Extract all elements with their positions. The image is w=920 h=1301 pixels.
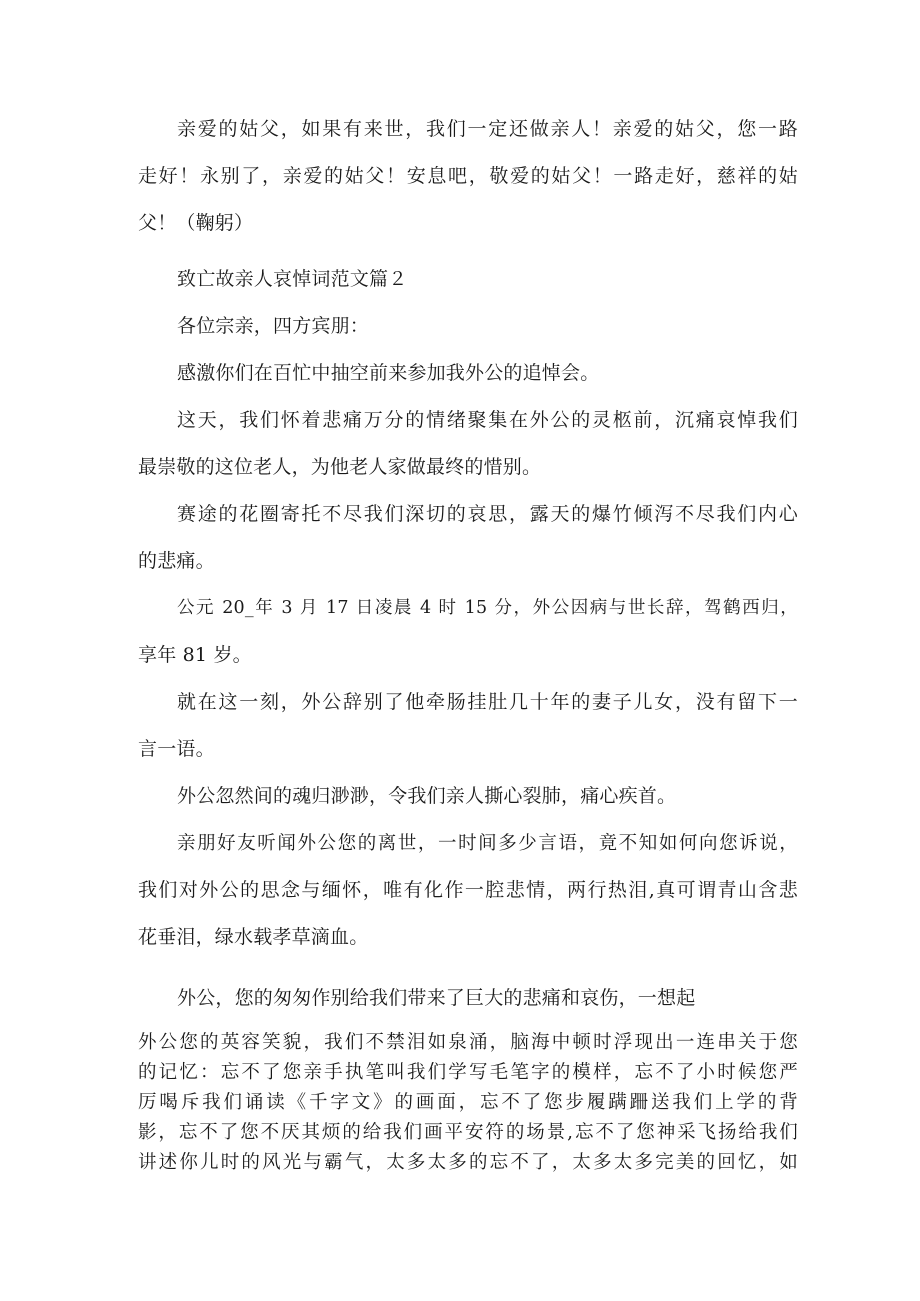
paragraph-salutation <box>138 303 798 350</box>
paragraph-wreaths <box>138 491 798 585</box>
paragraph-farewell-family <box>138 679 798 773</box>
paragraph-farewell-uncle <box>138 106 798 247</box>
text-line: 讲述你儿时的风光与霸气，太多太多的忘不了，太多太多完美的回忆，如 <box>138 1152 798 1173</box>
text-line: 外公您的英容笑貌，我们不禁泪如泉涌，脑海中顿时浮现出一连串关于您 <box>138 1032 798 1053</box>
section-heading <box>138 256 798 303</box>
text-line: 这天，我们怀着悲痛万分的情绪聚集在外公的灵柩前，沉痛哀悼我们 <box>177 409 798 431</box>
text-line: 享年 81 岁。 <box>138 644 252 666</box>
text-line: 致亡故亲人哀悼词范文篇２ <box>177 268 408 290</box>
text-line: 父！（鞠躬） <box>138 212 254 234</box>
paragraph-friends-mourning <box>138 820 798 961</box>
text-line: 就在这一刻，外公辞别了他牵肠挂肚几十年的妻子儿女，没有留下一 <box>177 691 798 713</box>
text-line: 感激你们在百忙中抽空前来参加我外公的追悼会。 <box>177 362 600 384</box>
text-line: 外公忽然间的魂归渺渺，令我们亲人撕心裂肺，痛心疾首。 <box>177 785 677 807</box>
text-line: 亲爱的姑父，如果有来世，我们一定还做亲人！亲爱的姑父，您一路 <box>177 118 798 140</box>
text-line: 的悲痛。 <box>138 550 215 572</box>
paragraph-thanks <box>138 350 798 397</box>
text-line: 走好！永别了，亲爱的姑父！安息吧，敬爱的姑父！一路走好，慈祥的姑 <box>138 165 798 187</box>
text-line: 厉喝斥我们诵读《千字文》的画面，忘不了您步履蹒跚送我们上学的背 <box>138 1092 798 1113</box>
paragraph-gathering <box>138 397 798 491</box>
text-line: 言一语。 <box>138 738 215 760</box>
text-line: 的记忆：忘不了您亲手执笔叫我们学写毛笔字的模样，忘不了小时候您严 <box>138 1062 798 1083</box>
paragraph-date-of-passing <box>138 585 798 679</box>
text-line: 各位宗亲，四方宾朋： <box>177 315 370 337</box>
text-line: 我们对外公的思念与缅怀，唯有化作一腔悲情，两行热泪,真可谓青山含悲 <box>138 879 798 901</box>
paragraph-grief <box>138 773 798 820</box>
text-line: 影，忘不了您不厌其烦的给我们画平安符的场景,忘不了您神采飞扬给我们 <box>138 1122 798 1143</box>
text-line: 公元 20_年 3 月 17 日凌晨 4 时 15 分，外公因病与世长辞，驾鹤西归， <box>177 598 798 618</box>
text-line: 花垂泪，绿水载孝草滴血。 <box>138 926 369 948</box>
text-line: 赛途的花圈寄托不尽我们深切的哀思，露天的爆竹倾泻不尽我们内心 <box>177 503 798 525</box>
paragraph-sorrow-intro <box>138 975 798 1022</box>
text-line: 最崇敬的这位老人，为他老人家做最终的惜别。 <box>138 456 542 478</box>
text-line: 外公，您的匆匆作别给我们带来了巨大的悲痛和哀伤，一想起 <box>177 987 696 1009</box>
text-line: 亲朋好友听闻外公您的离世，一时间多少言语，竟不知如何向您诉说， <box>177 833 798 854</box>
paragraph-memories <box>138 1028 798 1178</box>
